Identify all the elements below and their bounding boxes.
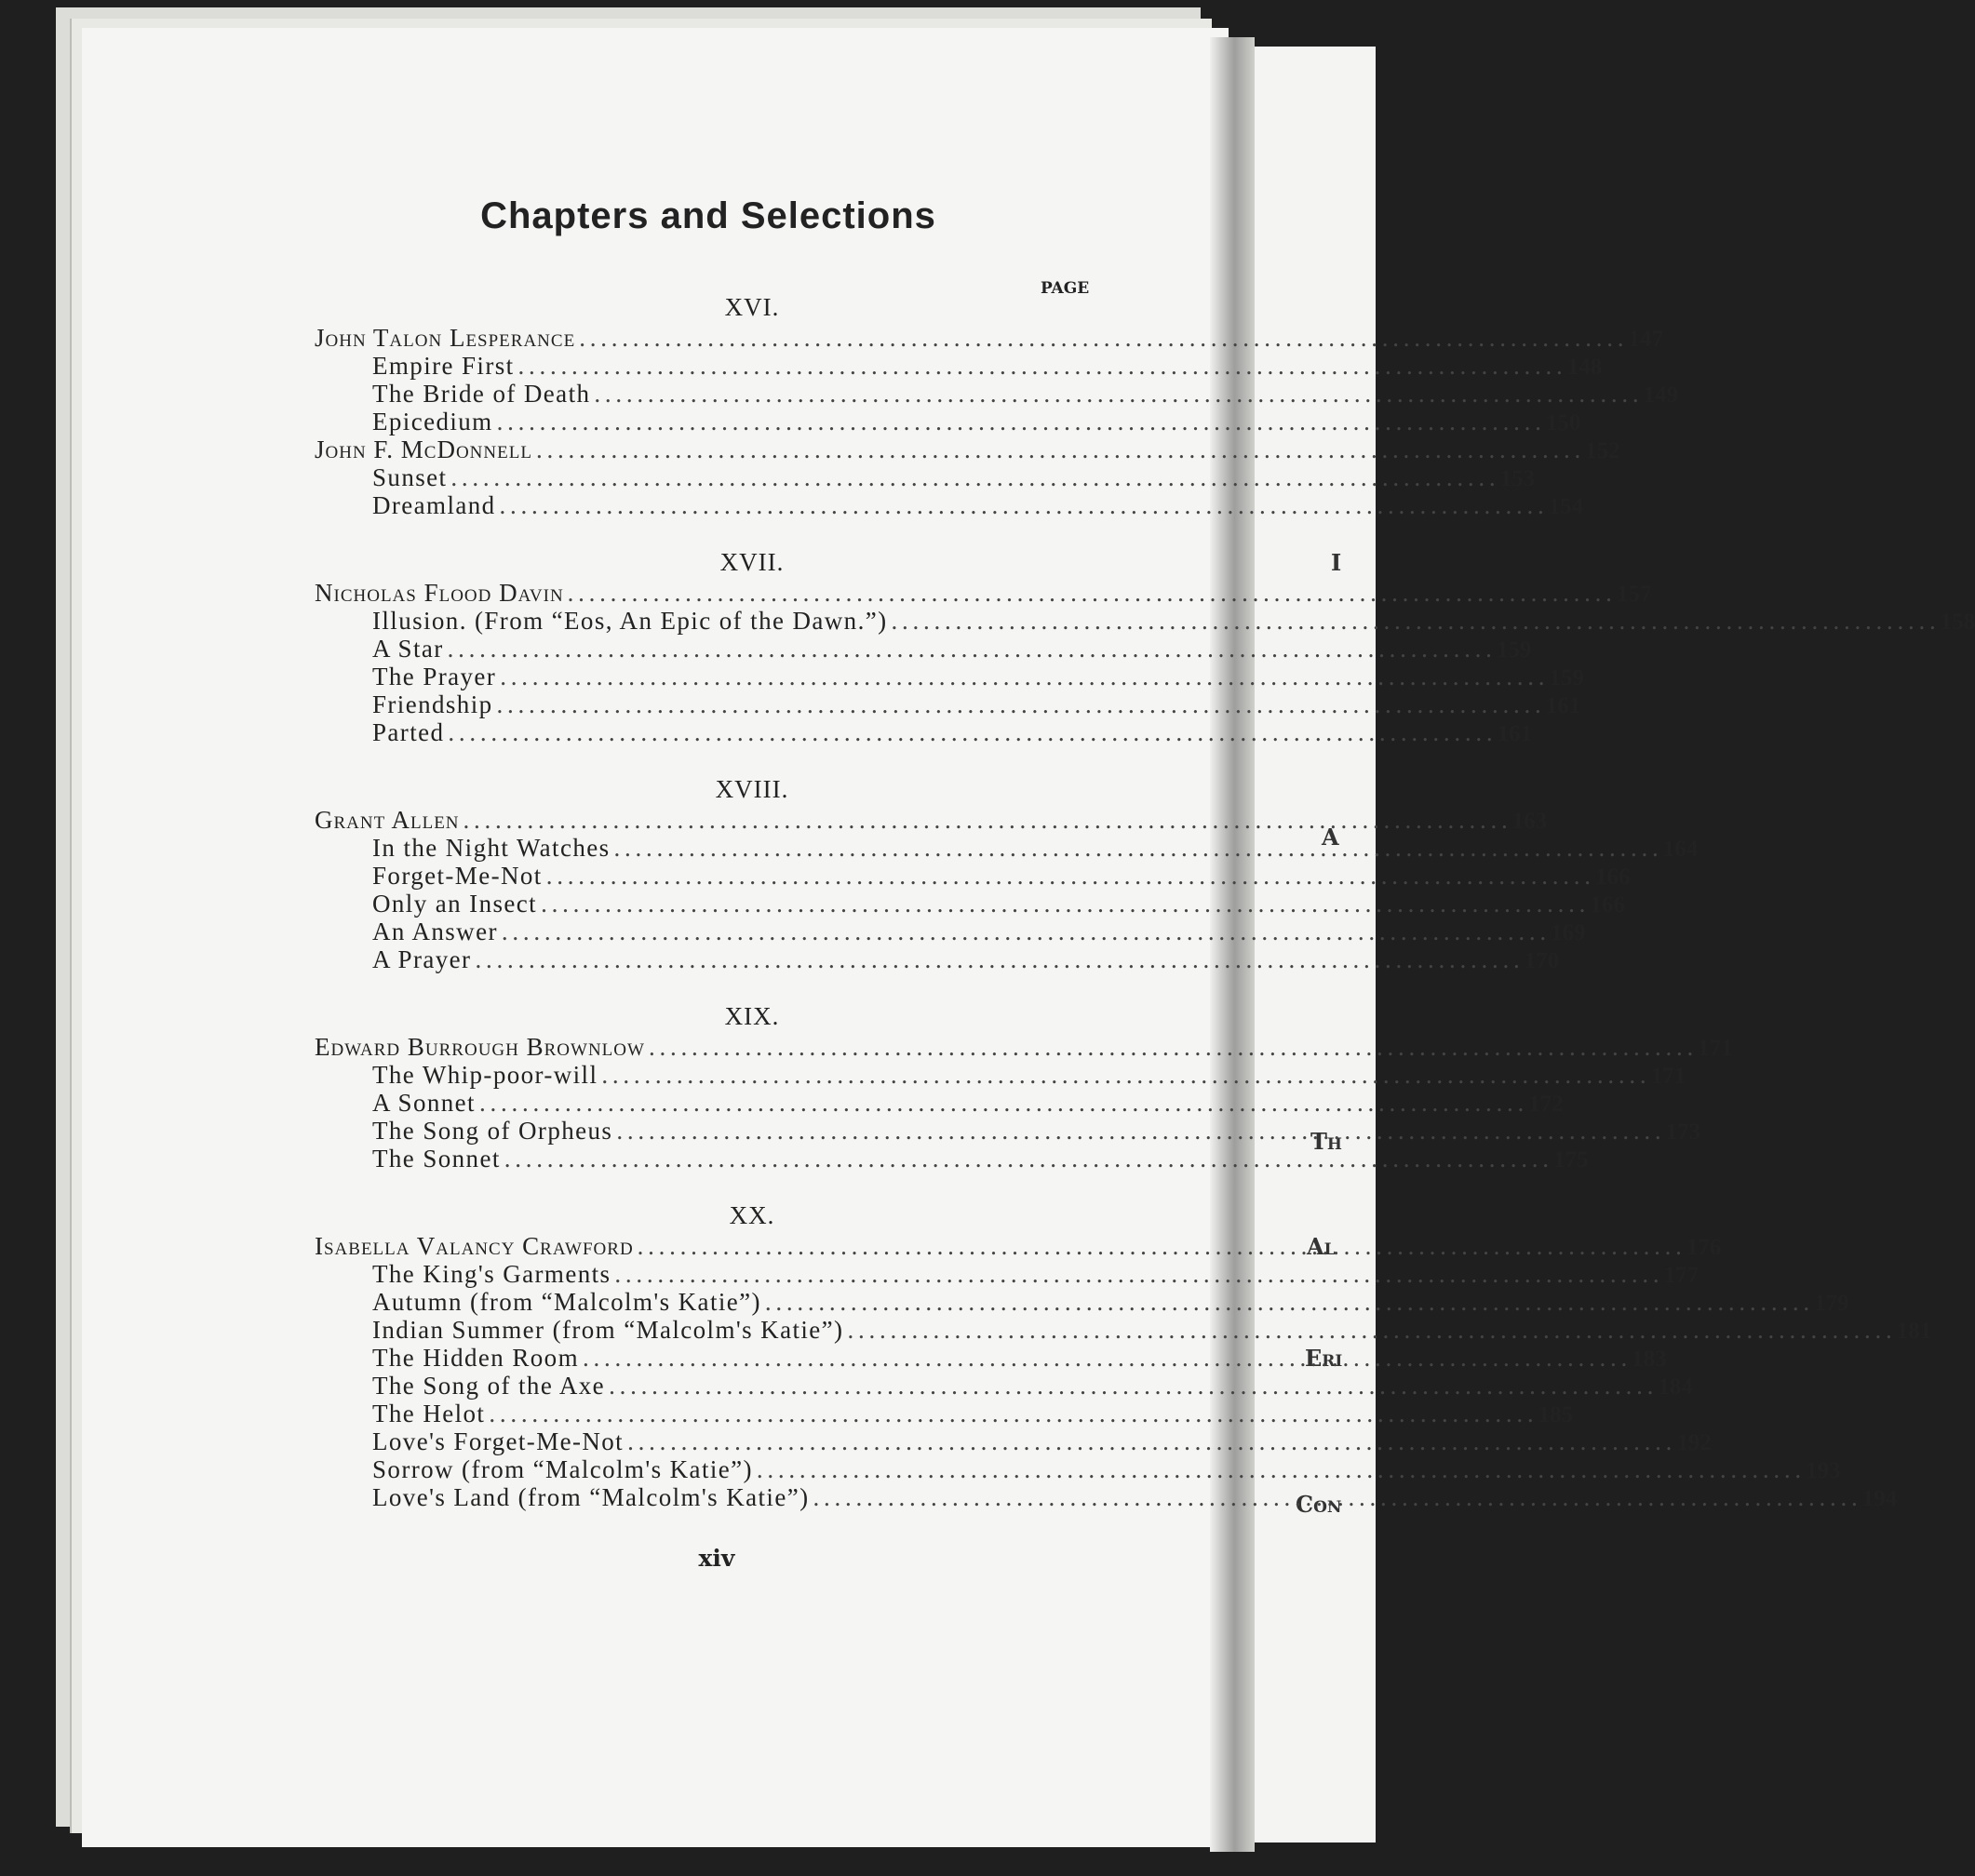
- dot-leader: [498, 918, 1551, 945]
- entry-title: Sorrow (from “Malcolm's Katie”): [372, 1455, 753, 1483]
- entry-page-number: 181: [1896, 1319, 1932, 1344]
- selection-entry: [315, 635, 1532, 663]
- entry-page-number: 173: [1665, 1119, 1701, 1145]
- entry-page-number: 177: [1663, 1263, 1700, 1288]
- entry-title: Empire First: [372, 352, 515, 380]
- entry-title: The Whip-poor-will: [372, 1061, 598, 1089]
- selection-entry: [315, 945, 1560, 973]
- dot-leader: [809, 1483, 1861, 1511]
- entry-page-number: 192: [1676, 1430, 1712, 1455]
- page-number: xiv: [698, 1545, 735, 1572]
- entry-title: Sunset: [372, 463, 448, 491]
- selection-entry: [315, 663, 1584, 690]
- entry-title: The Hidden Room: [372, 1344, 579, 1372]
- dot-leader: [444, 718, 1497, 746]
- entry-title: Isabella Valancy Crawford: [315, 1232, 634, 1260]
- entry-page-number: 170: [1524, 948, 1560, 973]
- entry-page-number: 159: [1496, 637, 1532, 663]
- entry-title: The Song of Orpheus: [372, 1117, 613, 1145]
- entry-page-number: 161: [1497, 721, 1533, 746]
- entry-title: A Star: [372, 635, 444, 663]
- dot-leader: [564, 579, 1617, 607]
- selection-entry: [315, 690, 1581, 718]
- dot-leader: [645, 1033, 1698, 1061]
- entry-page-number: 147: [1628, 327, 1663, 352]
- entry-title: John Talon Lesperance: [315, 324, 576, 352]
- entry-page-number: 159: [1549, 665, 1584, 690]
- author-entry: [315, 1232, 1722, 1260]
- dot-leader: [634, 1232, 1686, 1260]
- dot-leader: [532, 436, 1585, 463]
- chapter-section: [315, 999, 1733, 1172]
- selection-entry: [315, 463, 1536, 491]
- chapter-numeral: XVII.: [719, 548, 785, 576]
- entry-page-number: 193: [1806, 1458, 1841, 1483]
- dot-leader: [624, 1427, 1676, 1455]
- entry-page-number: 152: [1585, 438, 1620, 463]
- entry-page-number: 179: [1814, 1291, 1849, 1316]
- entry-title: An Answer: [372, 918, 498, 945]
- entry-page-number: 164: [1662, 837, 1699, 862]
- entry-page-number: 157: [1616, 582, 1652, 607]
- dot-leader: [496, 663, 1549, 690]
- facing-fragment: Th: [1310, 1128, 1342, 1155]
- selection-entry: [315, 1117, 1701, 1145]
- selection-entry: [315, 1288, 1849, 1316]
- selection-entry: [315, 380, 1679, 408]
- facing-fragment: Al: [1307, 1233, 1336, 1260]
- facing-fragment: Eri: [1305, 1345, 1343, 1372]
- selection-entry: [315, 1427, 1712, 1455]
- entry-page-number: 184: [1658, 1374, 1693, 1400]
- dot-leader: [493, 408, 1546, 436]
- entry-title: Autumn (from “Malcolm's Katie”): [372, 1288, 761, 1316]
- selection-entry: [315, 352, 1603, 380]
- entry-title: The Bride of Death: [372, 380, 591, 408]
- dot-leader: [590, 380, 1643, 408]
- entry-title: Illusion. (From “Eos, An Epic of the Dawn.”): [372, 607, 888, 635]
- chapter-section: [315, 545, 1975, 746]
- entry-title: Grant Allen: [315, 806, 460, 834]
- dot-leader: [515, 352, 1567, 380]
- entry-page-number: 163: [1511, 809, 1548, 834]
- chapter-numeral: XIX.: [724, 1002, 780, 1030]
- dot-leader: [888, 607, 1941, 635]
- selection-entry: [315, 408, 1581, 436]
- dot-leader: [493, 690, 1546, 718]
- dot-leader: [471, 945, 1524, 973]
- dot-leader: [611, 834, 1663, 862]
- entry-title: Love's Forget-Me-Not: [372, 1427, 625, 1455]
- dot-leader: [485, 1400, 1538, 1427]
- entry-page-number: 149: [1643, 382, 1679, 408]
- selection-entry: [315, 1316, 1932, 1344]
- dot-leader: [612, 1117, 1665, 1145]
- facing-fragment: Con: [1296, 1491, 1342, 1518]
- facing-fragment: I: [1331, 549, 1342, 576]
- entry-page-number: 194: [1861, 1486, 1898, 1511]
- entry-title: The Sonnet: [372, 1145, 501, 1172]
- dot-leader: [843, 1316, 1896, 1344]
- entry-title: Love's Land (from “Malcolm's Katie”): [372, 1483, 810, 1511]
- author-entry: [315, 806, 1548, 834]
- entry-page-number: 154: [1548, 494, 1584, 519]
- page-column-label: PAGE: [1041, 279, 1090, 298]
- chapter-numeral: XVI.: [724, 293, 780, 321]
- entry-page-number: 175: [1552, 1147, 1589, 1172]
- entry-title: In the Night Watches: [372, 834, 611, 862]
- entry-title: Only an Insect: [372, 890, 538, 918]
- entry-page-number: 169: [1551, 920, 1586, 945]
- selection-entry: [315, 918, 1586, 945]
- author-entry: [315, 1033, 1733, 1061]
- entry-title: Parted: [372, 718, 445, 746]
- entry-page-number: 153: [1499, 466, 1536, 491]
- dot-leader: [761, 1288, 1814, 1316]
- dot-leader: [537, 890, 1590, 918]
- selection-entry: [315, 1400, 1574, 1427]
- entry-page-number: 172: [1528, 1092, 1564, 1117]
- selection-entry: [315, 1455, 1841, 1483]
- dot-leader: [543, 862, 1595, 890]
- entry-title: The Song of the Axe: [372, 1372, 606, 1400]
- dot-leader: [605, 1372, 1658, 1400]
- entry-page-number: 171: [1650, 1064, 1686, 1089]
- selection-entry: [315, 862, 1631, 890]
- author-entry: [315, 436, 1620, 463]
- selection-entry: [315, 890, 1625, 918]
- dot-leader: [575, 324, 1628, 352]
- entry-title: The Prayer: [372, 663, 497, 690]
- entry-title: John F. McDonnell: [315, 436, 532, 463]
- selection-entry: [315, 1089, 1564, 1117]
- dot-leader: [496, 491, 1549, 519]
- facing-fragment: A: [1322, 824, 1339, 851]
- entry-title: Dreamland: [372, 491, 496, 519]
- selection-entry: [315, 1145, 1589, 1172]
- entry-title: A Prayer: [372, 945, 472, 973]
- chapter-numeral: XVIII.: [715, 775, 789, 803]
- selection-entry: [315, 834, 1699, 862]
- entry-title: Nicholas Flood Davin: [315, 579, 564, 607]
- entry-page-number: 150: [1545, 410, 1581, 436]
- entry-title: Indian Summer (from “Malcolm's Katie”): [372, 1316, 844, 1344]
- author-entry: [315, 579, 1652, 607]
- entry-page-number: 158: [1940, 610, 1975, 635]
- dot-leader: [753, 1455, 1806, 1483]
- entry-page-number: 166: [1594, 864, 1631, 890]
- dot-leader: [579, 1344, 1632, 1372]
- entry-title: The King's Garments: [372, 1260, 611, 1288]
- entry-page-number: 161: [1545, 693, 1581, 718]
- selection-entry: [315, 1372, 1693, 1400]
- entry-title: A Sonnet: [372, 1089, 476, 1117]
- dot-leader: [476, 1089, 1528, 1117]
- dot-leader: [501, 1145, 1553, 1172]
- entry-page-number: 185: [1538, 1402, 1574, 1427]
- chapter-section: [315, 772, 1699, 973]
- entry-title: Friendship: [372, 690, 493, 718]
- dot-leader: [598, 1061, 1650, 1089]
- selection-entry: [315, 491, 1584, 519]
- entry-title: Edward Burrough Brownlow: [315, 1033, 645, 1061]
- page-title: Chapters and Selections: [480, 195, 936, 236]
- selection-entry: [315, 718, 1533, 746]
- entry-title: The Helot: [372, 1400, 486, 1427]
- entry-page-number: 166: [1590, 892, 1625, 918]
- entry-title: Epicedium: [372, 408, 493, 436]
- selection-entry: [315, 607, 1975, 635]
- chapter-numeral: XX.: [729, 1201, 775, 1229]
- entry-page-number: 176: [1686, 1235, 1722, 1260]
- dot-leader: [447, 463, 1499, 491]
- selection-entry: [315, 1260, 1700, 1288]
- dot-leader: [460, 806, 1512, 834]
- entry-page-number: 148: [1566, 355, 1603, 380]
- entry-title: Forget-Me-Not: [372, 862, 543, 890]
- author-entry: [315, 324, 1663, 352]
- chapter-section: [315, 290, 1679, 519]
- entry-page-number: 183: [1632, 1347, 1667, 1372]
- entry-page-number: 171: [1698, 1036, 1733, 1061]
- selection-entry: [315, 1061, 1686, 1089]
- dot-leader: [444, 635, 1497, 663]
- dot-leader: [611, 1260, 1663, 1288]
